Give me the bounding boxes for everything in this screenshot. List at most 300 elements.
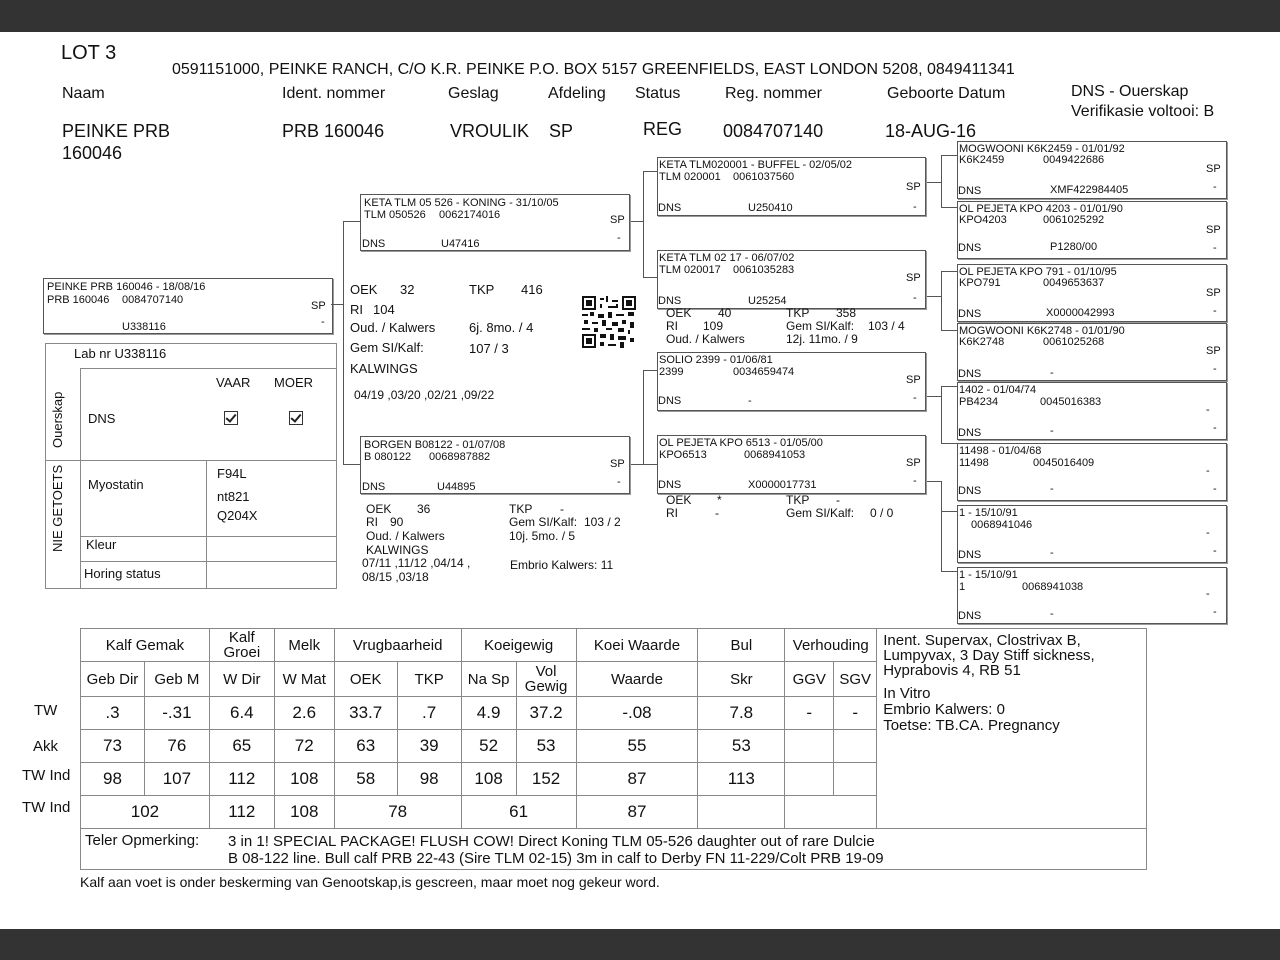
cell: -.31 [144, 697, 209, 730]
pedigree-reg: 0068941038 [1022, 581, 1084, 593]
dam-kalwings-label: KALWINGS [366, 543, 429, 557]
pedigree-name: 1 - 15/10/91 [959, 507, 1018, 519]
cell: .7 [397, 697, 461, 730]
pedigree-ident: KPO791 [959, 277, 1001, 289]
pedigree-sire-box [360, 194, 630, 251]
sd-tkp-label: TKP [786, 306, 810, 320]
dd-ri: - [715, 506, 719, 520]
sd-oek: 40 [718, 306, 732, 320]
cow-oek-label: OEK [350, 282, 378, 297]
pedigree-reg: 0049422686 [1043, 154, 1105, 166]
connector [925, 481, 941, 482]
pedigree-dash: - [1213, 422, 1217, 434]
in-vitro: In Vitro [883, 685, 931, 702]
moer-checkbox-checked-icon [289, 411, 303, 425]
sub-header: Geb M [144, 662, 209, 697]
cell: 76 [144, 730, 209, 763]
dam-kalwings-1: 07/11 ,11/12 ,04/14 , [362, 556, 471, 570]
connector [343, 221, 344, 464]
dam-ri: 90 [390, 515, 404, 529]
group-koei-waarde: Koei Waarde [576, 629, 698, 662]
cell: 108 [274, 796, 334, 829]
sub-header: W Dir [209, 662, 274, 697]
animal-name-date: PEINKE PRB 160046 - 18/08/16 [47, 281, 206, 293]
pedigree-code: P1280/00 [1050, 241, 1098, 253]
pedigree-dns: DNS [958, 368, 982, 380]
pedigree-reg: 0062174016 [439, 209, 501, 221]
cow-kalwings: 04/19 ,03/20 ,02/21 ,09/22 [354, 388, 495, 402]
connector [941, 271, 957, 272]
dd-ri-label: RI [666, 506, 678, 520]
pedigree-dash: - [913, 201, 917, 213]
lab-horing: Horing status [84, 566, 161, 581]
pedigree-dns: DNS [658, 479, 682, 491]
lab-vaar: VAAR [216, 375, 251, 390]
teler-line-1: 3 in 1! SPECIAL PACKAGE! FLUSH COW! Direct Koning TLM 05-526 daughter out of rare Dulcie [228, 833, 875, 850]
dam-oud-label: Oud. / Kalwers [366, 529, 445, 543]
lab-rule [206, 460, 207, 588]
pedigree-sd-box [657, 250, 926, 309]
pedigree-dash: - [617, 232, 621, 244]
pedigree-reg: 0068941053 [744, 449, 806, 461]
sub-header: SGV [834, 662, 877, 697]
cell [834, 730, 877, 763]
pedigree-reg: 0049653637 [1043, 277, 1105, 289]
pedigree-name: KETA TLM020001 - BUFFEL - 02/05/02 [659, 159, 853, 171]
cell [698, 796, 785, 829]
dam-embrio: Embrio Kalwers: 11 [510, 558, 614, 572]
sub-header: OEK [334, 662, 397, 697]
cell: 98 [397, 763, 461, 796]
connector [331, 304, 343, 305]
value-ident: PRB 160046 [282, 121, 385, 141]
pedigree-ident: PB4234 [959, 396, 999, 408]
connector [643, 464, 657, 465]
lab-rule [80, 536, 336, 537]
pedigree-sp: SP [1206, 345, 1221, 357]
pedigree-gg-box [957, 323, 1227, 381]
connector [941, 386, 957, 387]
sd-oud-label: Oud. / Kalwers [666, 332, 745, 346]
group-melk: Melk [274, 629, 334, 662]
pedigree-code: U25254 [748, 295, 787, 307]
pedigree-dash: - [1213, 363, 1217, 375]
dam-oek: 36 [417, 502, 431, 516]
animal-ident: PRB 160046 [47, 294, 110, 306]
teler-row [81, 829, 1147, 870]
pedigree-dns: DNS [658, 395, 682, 407]
pedigree-gg-box [957, 201, 1227, 259]
pedigree-reg: 0034659474 [733, 366, 795, 378]
cell: - [785, 697, 834, 730]
pedigree-dns: DNS [958, 308, 982, 320]
pedigree-gg-box [957, 443, 1227, 501]
pedigree-sp: SP [1206, 163, 1221, 175]
pedigree-code: X0000042993 [1046, 307, 1115, 319]
lab-nr: Lab nr U338116 [74, 346, 167, 361]
cell [785, 796, 877, 829]
cell: 63 [334, 730, 397, 763]
teler-label: Teler Opmerking: [85, 832, 200, 849]
value-geslag: VROULIK [450, 121, 530, 141]
lab-rule [80, 368, 81, 588]
label-afdeling: Afdeling [548, 85, 606, 102]
cell: 6.4 [209, 697, 274, 730]
cell: 112 [209, 763, 274, 796]
pedigree-gg-box [957, 264, 1227, 322]
lab-myo-value: F94L [217, 466, 247, 481]
connector [629, 464, 643, 465]
pedigree-name: KETA TLM 02 17 - 06/07/02 [659, 252, 795, 264]
vaar-checkbox-checked-icon [224, 411, 238, 425]
toetse: Toetse: TB.CA. Pregnancy [883, 717, 1060, 734]
pedigree-ident: 11498 [959, 457, 989, 469]
dam-ri-label: RI [366, 515, 378, 529]
sub-header: W Mat [274, 662, 334, 697]
value-status: REG [643, 119, 683, 139]
pedigree-code: - [1050, 608, 1054, 620]
pedigree-dam-box [360, 436, 630, 494]
pedigree-reg: 0061035283 [733, 264, 795, 276]
dd-gem-label: Gem SI/Kalf: [786, 506, 855, 520]
pedigree-dash: - [1213, 305, 1217, 317]
row-label-tw: TW [34, 702, 58, 719]
cell: 4.9 [461, 697, 516, 730]
sd-gem-label: Gem SI/Kalf: [786, 319, 855, 333]
pedigree-reg: 0068987882 [429, 451, 491, 463]
lab-rule [80, 368, 336, 369]
pedigree-sp: SP [906, 181, 921, 193]
cow-oek: 32 [400, 282, 415, 297]
pedigree-dash: - [1213, 545, 1217, 557]
pedigree-dns: DNS [958, 185, 982, 197]
connector [941, 443, 957, 444]
connector [643, 370, 657, 371]
cell: 53 [516, 730, 576, 763]
pedigree-dd-box [657, 435, 926, 494]
pedigree-sp: SP [610, 214, 625, 226]
pedigree-ident: TLM 020001 [659, 171, 721, 183]
lab-box [45, 343, 337, 589]
pedigree-ident: K6K2748 [959, 336, 1005, 348]
dam-kalwings-2: 08/15 ,03/18 [362, 570, 429, 584]
cell: 7.8 [698, 697, 785, 730]
pedigree-code: - [748, 395, 752, 407]
connector [941, 155, 957, 156]
dam-tkp-label: TKP [509, 502, 533, 516]
sd-oek-label: OEK [666, 306, 692, 320]
pedigree-ident: 1 [959, 581, 966, 593]
pedigree-sp: SP [1206, 287, 1221, 299]
pedigree-dash: - [1213, 181, 1217, 193]
connector [941, 271, 942, 330]
pedigree-name: MOGWOONI K6K2748 - 01/01/90 [959, 325, 1125, 337]
pedigree-ident: KPO6513 [659, 449, 707, 461]
cell: 87 [576, 796, 698, 829]
pedigree-name: KETA TLM 05 526 - KONING - 31/10/05 [364, 197, 559, 209]
pedigree-sp: SP [610, 458, 625, 470]
pedigree-dns: DNS [958, 610, 982, 622]
pedigree-code: X0000017731 [748, 479, 817, 491]
embrio-kalwers: Embrio Kalwers: 0 [883, 701, 1005, 718]
label-status: Status [635, 85, 681, 102]
remarks-cell [877, 629, 1147, 829]
pedigree-ident: TLM 020017 [659, 264, 721, 276]
teler-line-2: B 08-122 line. Bull calf PRB 22-43 (Sire TLM 02-15) 3m in calf to Derby FN 11-229/Colt PRB 19-09 [228, 850, 884, 867]
dd-tkp: - [836, 493, 840, 507]
cow-ri-label: RI [350, 302, 363, 317]
dam-oek-label: OEK [366, 502, 392, 516]
pedigree-sp: SP [906, 272, 921, 284]
sd-ri-label: RI [666, 319, 678, 333]
pedigree-code: - [1050, 547, 1054, 559]
sd-ri: 109 [703, 319, 724, 333]
animal-dash: - [321, 316, 325, 328]
pedigree-ident: 2399 [659, 366, 684, 378]
vaccination-1: Inent. Supervax, Clostrivax B, [883, 632, 1081, 649]
cell: .3 [81, 697, 145, 730]
cell: -.08 [576, 697, 698, 730]
connector [343, 221, 360, 222]
value-afdeling: SP [549, 121, 574, 141]
qr-code [582, 296, 636, 348]
sd-oud: 12j. 11mo. / 9 [786, 332, 858, 346]
pedigree-code: XMF422984405 [1050, 184, 1129, 196]
pedigree-name: OL PEJETA KPO 6513 - 01/05/00 [659, 437, 823, 449]
pedigree-reg: 0061025292 [1043, 214, 1105, 226]
pedigree-ds-box [657, 352, 926, 411]
connector [925, 396, 941, 397]
pedigree-ident: B 080122 [364, 451, 412, 463]
sub-header: Skr [698, 662, 785, 697]
cell: 112 [209, 796, 274, 829]
dns-verifikasie: Verifikasie voltooi: B [1071, 103, 1215, 120]
pedigree-code: - [1050, 425, 1054, 437]
dd-gem: 0 / 0 [870, 506, 894, 520]
pedigree-dash: - [1213, 242, 1217, 254]
pedigree-dns: DNS [958, 427, 982, 439]
animal-reg: 0084707140 [122, 294, 184, 306]
pedigree-code: U47416 [441, 238, 480, 250]
dam-oud: 10j. 5mo. / 5 [509, 529, 576, 543]
cell: 52 [461, 730, 516, 763]
cell: 98 [81, 763, 145, 796]
cell: - [834, 697, 877, 730]
connector [941, 155, 942, 207]
pedigree-name: 1402 - 01/04/74 [959, 384, 1037, 396]
pedigree-name: 1 - 15/10/91 [959, 569, 1018, 581]
connector [941, 481, 942, 571]
connector [343, 464, 360, 465]
pedigree-name: 11498 - 01/04/68 [959, 445, 1042, 457]
sub-header: GGV [785, 662, 834, 697]
pedigree-sp: SP [906, 457, 921, 469]
label-geslag: Geslag [448, 85, 499, 102]
sub-header: Na Sp [461, 662, 516, 697]
pedigree-dns: DNS [958, 485, 982, 497]
lab-rule [46, 460, 336, 461]
dns-ouerskap: DNS - Ouerskap [1071, 83, 1189, 100]
cell: 87 [576, 763, 698, 796]
cell: 108 [274, 763, 334, 796]
label-reg: Reg. nommer [725, 85, 822, 102]
pedigree-sp: SP [1206, 224, 1221, 236]
pedigree-code: - [1050, 483, 1054, 495]
teler-opmerking [81, 829, 1147, 870]
label-naam: Naam [62, 85, 105, 102]
lab-kleur: Kleur [86, 537, 117, 552]
connector [941, 330, 957, 331]
pedigree-ident: KPO4203 [959, 214, 1007, 226]
cell: 107 [144, 763, 209, 796]
cell: 108 [461, 763, 516, 796]
pedigree-reg: 0068941046 [971, 519, 1033, 531]
pedigree-sp: - [1206, 465, 1210, 477]
lab-dns: DNS [88, 411, 116, 426]
connector [643, 171, 644, 277]
sd-gem: 103 / 4 [868, 319, 905, 333]
row-label-twind: TW Ind [22, 767, 71, 784]
cow-oud-label: Oud. / Kalwers [350, 320, 436, 335]
pedigree-reg: 0045016383 [1040, 396, 1102, 408]
cell: 65 [209, 730, 274, 763]
cell: 33.7 [334, 697, 397, 730]
cell: 113 [698, 763, 785, 796]
pedigree-name: SOLIO 2399 - 01/06/81 [659, 354, 773, 366]
sub-header: Geb Dir [81, 662, 145, 697]
cell: 39 [397, 730, 461, 763]
value-naam-1: PEINKE PRB [62, 121, 171, 141]
connector [643, 171, 657, 172]
group-koeigewig: Koeigewig [461, 629, 576, 662]
sub-header: Vol Gewig [516, 662, 576, 697]
cell [834, 763, 877, 796]
pedigree-dns: DNS [958, 549, 982, 561]
connector [941, 207, 957, 208]
pedigree-dash: - [913, 475, 917, 487]
top-bar [0, 0, 1280, 32]
value-geboorte: 18-AUG-16 [885, 121, 977, 141]
pedigree-sp: - [1206, 588, 1210, 600]
group-kalf-groei: Kalf Groei [209, 629, 274, 662]
cow-tkp: 416 [521, 282, 543, 297]
vaccination-2: Lumpyvax, 3 Day Stiff sickness, [883, 647, 1095, 664]
cell: 72 [274, 730, 334, 763]
pedigree-dns: DNS [658, 202, 682, 214]
lab-myo-value: Q204X [217, 508, 258, 523]
cow-kalwings-label: KALWINGS [350, 361, 418, 376]
connector [643, 370, 644, 465]
pedigree-dash: - [1213, 483, 1217, 495]
connector [925, 296, 941, 297]
pedigree-sp: SP [906, 374, 921, 386]
pedigree-code: U250410 [748, 202, 793, 214]
bottom-bar [0, 929, 1280, 960]
dd-oek: * [717, 493, 722, 507]
dd-oek-label: OEK [666, 493, 692, 507]
pedigree-gg-box [957, 567, 1227, 624]
cow-oud: 6j. 8mo. / 4 [469, 320, 534, 335]
cow-gem-label: Gem SI/Kalf: [350, 340, 424, 355]
row-label-akk: Akk [33, 738, 59, 755]
lab-myostatin: Myostatin [88, 477, 144, 492]
sub-header: Waarde [576, 662, 698, 697]
pedigree-dns: DNS [958, 242, 982, 254]
pedigree-dash: - [913, 292, 917, 304]
group-vrugbaarheid: Vrugbaarheid [334, 629, 461, 662]
cell: 2.6 [274, 697, 334, 730]
pedigree-reg: 0061037560 [733, 171, 795, 183]
cow-ri: 104 [373, 302, 395, 317]
pedigree-code: U44895 [437, 481, 476, 493]
connector [941, 511, 957, 512]
cell: 152 [516, 763, 576, 796]
pedigree-ident: TLM 050526 [364, 209, 426, 221]
pedigree-gg-box [957, 382, 1227, 440]
animal-code: U338116 [122, 321, 166, 333]
label-ident: Ident. nommer [282, 85, 386, 102]
cell: 53 [698, 730, 785, 763]
vaccination-3: Hyprabovis 4, RB 51 [883, 662, 1021, 679]
value-naam-2: 160046 [62, 143, 123, 163]
pedigree-dns: DNS [362, 238, 386, 250]
pedigree-dash: - [1213, 606, 1217, 618]
group-kalf-gemak: Kalf Gemak [81, 629, 210, 662]
cell: 58 [334, 763, 397, 796]
dd-tkp-label: TKP [786, 493, 810, 507]
pedigree-ident: K6K2459 [959, 154, 1005, 166]
lab-rule [80, 561, 336, 562]
cow-tkp-label: TKP [469, 282, 495, 297]
pedigree-name: OL PEJETA KPO 4203 - 01/01/90 [959, 203, 1123, 215]
lab-nie-getoets: NIE GETOETS [50, 464, 65, 552]
dam-gem-label: Gem SI/Kalf: [509, 515, 578, 529]
cell: 73 [81, 730, 145, 763]
pedigree-dns: DNS [362, 481, 386, 493]
lab-moer: MOER [274, 375, 313, 390]
cell: 78 [334, 796, 461, 829]
footer-note: Kalf aan voet is onder beskerming van Genootskap,is gescreen, maar moet nog gekeur word. [80, 874, 660, 890]
connector [941, 571, 957, 572]
label-geboorte: Geboorte Datum [887, 85, 1006, 102]
pedigree-reg: 0061025268 [1043, 336, 1105, 348]
pedigree-dns: DNS [658, 295, 682, 307]
pedigree-name: BORGEN B08122 - 01/07/08 [364, 439, 506, 451]
sd-tkp: 358 [836, 306, 857, 320]
pedigree-gg-box [957, 505, 1227, 563]
row-label-twind2: TW Ind [22, 799, 71, 816]
sub-header: TKP [397, 662, 461, 697]
group-verhouding: Verhouding [785, 629, 877, 662]
connector [643, 277, 657, 278]
dam-tkp: - [560, 502, 564, 516]
performance-table [80, 628, 1147, 870]
pedigree-name: MOGWOONI K6K2459 - 01/01/92 [959, 143, 1125, 155]
cow-gem: 107 / 3 [469, 341, 509, 356]
pedigree-code: - [1050, 367, 1054, 379]
dam-gem: 103 / 2 [584, 515, 621, 529]
pedigree-dash: - [617, 476, 621, 488]
connector [941, 386, 942, 443]
lab-ouerskap: Ouerskap [50, 391, 65, 448]
pedigree-ss-box [657, 157, 926, 216]
pedigree-reg: 0045016409 [1033, 457, 1095, 469]
group-bul: Bul [698, 629, 785, 662]
group-header-row [81, 629, 1147, 662]
cell: 61 [461, 796, 576, 829]
cell [785, 730, 834, 763]
lab-myo-value: nt821 [217, 489, 250, 504]
